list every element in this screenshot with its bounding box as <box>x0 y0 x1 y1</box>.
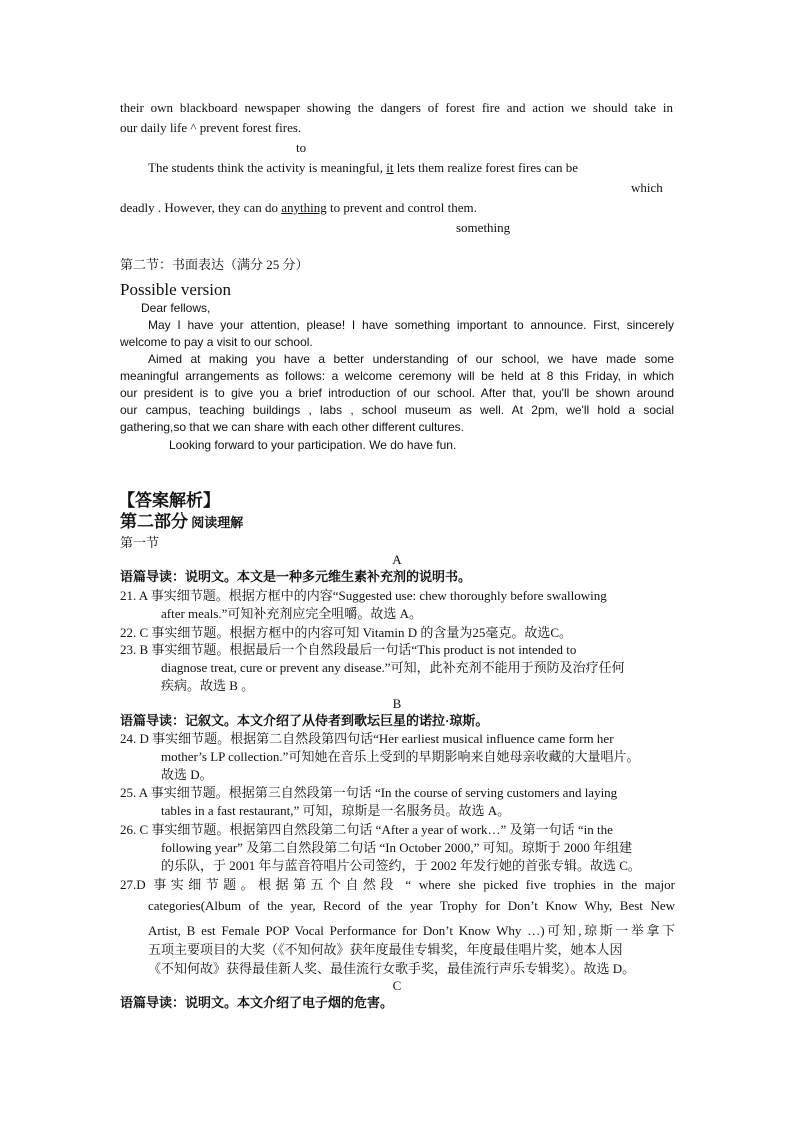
analysis-title: 【答案解析】 <box>118 491 220 510</box>
q27-line-3: Artist, B est Female POP Vocal Performance for Don’t Know Why …)可知,琼斯一举拿下 <box>148 923 675 938</box>
section-1-label: 第一节 <box>120 535 160 550</box>
q26-line-1: 26. C 事实细节题。根据第四自然段第二句话 “After a year of work…” 及第一句话 “in the <box>120 822 613 837</box>
correction-insert-to: to <box>296 140 307 155</box>
passage-c-letter: C <box>392 978 402 993</box>
q24-line-3: 故选 D。 <box>161 767 213 782</box>
letter-closing: Looking forward to your participation. We do have fun. <box>169 438 457 452</box>
correction-line-4: deadly . However, they can do anything to prevent and control them. <box>120 200 477 215</box>
passage-a-letter: A <box>392 552 402 567</box>
passage-c-guide: 语篇导读：说明文。本文介绍了电子烟的危害。 <box>120 995 394 1010</box>
correction-line-3: The students think the activity is meaningful, it lets them realize forest fires can be <box>148 160 578 175</box>
letter-p2-line-4: our campus, teaching buildings , labs , school museum as well. At 2pm, we'll hold a social <box>120 403 674 417</box>
letter-p2-line-3: our president is to give you a brief introduction of our school. After that, you'll be shown around <box>120 386 674 400</box>
q27-line-1: 27.D 事实细节题。根据第五个自然段 “ where she picked five trophies in the major <box>120 877 675 892</box>
part-heading: 第二部分 阅读理解 <box>120 512 244 531</box>
q27-line-4: 五项主要项目的大奖（《不知何故》获年度最佳专辑奖，年度最佳唱片奖，她本人因 <box>148 942 623 957</box>
letter-p2-line-5: gathering,so that we can share with each other different cultures. <box>120 420 464 434</box>
correction-line-2: our daily life ^ prevent forest fires. <box>120 120 302 135</box>
possible-version-heading: Possible version <box>120 280 231 299</box>
q23-line-3: 疾病。故选 B 。 <box>161 678 255 693</box>
q25-line-1: 25. A 事实细节题。根据第三自然段第一句话 “In the course of serving customers and laying <box>120 785 618 800</box>
marked-error-it: it <box>386 160 394 175</box>
q21-line-2: after meals.”可知补充剂应完全咀嚼。故选 A。 <box>161 606 423 621</box>
correction-insert-which: which <box>631 180 663 195</box>
letter-p1-line-2: welcome to pay a visit to our school. <box>120 335 313 349</box>
q24-line-1: 24. D 事实细节题。根据第二自然段第四句话“Her earliest musical influence came form her <box>120 731 614 746</box>
q27-line-5: 《不知何故》获得最佳新人奖、最佳流行女歌手奖，最佳流行声乐专辑奖）。故选 D。 <box>148 961 636 976</box>
passage-a-guide: 语篇导读：说明文。本文是一种多元维生素补充剂的说明书。 <box>120 569 472 584</box>
q25-line-2: tables in a fast restaurant,” 可知，琼斯是一名服务员。故选 A。 <box>161 803 511 818</box>
correction-insert-something: something <box>456 220 511 235</box>
passage-b-letter: B <box>392 696 402 711</box>
letter-p2-line-1: Aimed at making you have a better understanding of our school, we have made some <box>148 352 674 366</box>
q23-line-1: 23. B 事实细节题。根据最后一个自然段最后一句话“This product is not intended to <box>120 642 577 657</box>
passage-b-guide: 语篇导读：记叙文。本文介绍了从侍者到歌坛巨星的诺拉·琼斯。 <box>120 713 489 728</box>
q21-line-1: 21. A 事实细节题。根据方框中的内容“Suggested use: chew thoroughly before swallowing <box>120 588 607 603</box>
q24-line-2: mother’s LP collection.”可知她在音乐上受到的早期影响来自她母亲收藏的大量唱片。 <box>161 749 640 764</box>
q27-line-2: categories(Album of the year, Record of the year Trophy for Don’t Know Why, Best New <box>148 898 675 913</box>
letter-p2-line-2: meaningful arrangements as follows: a welcome ceremony will be held at 8 this Friday, in which <box>120 369 674 383</box>
q23-line-2: diagnose treat, cure or prevent any disease.”可知，此补充剂不能用于预防及治疗任何 <box>161 660 625 675</box>
correction-line-1: their own blackboard newspaper showing the dangers of forest fire and action we should take in <box>120 100 673 115</box>
letter-greeting: Dear fellows, <box>141 301 211 315</box>
q26-line-2: following year” 及第二自然段第二句话 “In October 2000,” 可知。琼斯于 2000 年组建 <box>161 840 633 855</box>
letter-p1-line-1: May I have your attention, please! I have something important to announce. First, sincerely <box>148 318 674 332</box>
q26-line-3: 的乐队，于 2001 年与蓝音符唱片公司签约，于 2002 年发行她的首张专辑。故选 C。 <box>161 858 641 873</box>
writing-section-title: 第二节：书面表达（满分 25 分） <box>120 257 309 272</box>
q22-line-1: 22. C 事实细节题。根据方框中的内容可知 Vitamin D 的含量为25毫克。故选C。 <box>120 625 573 640</box>
marked-error-anything: anything <box>281 200 327 215</box>
